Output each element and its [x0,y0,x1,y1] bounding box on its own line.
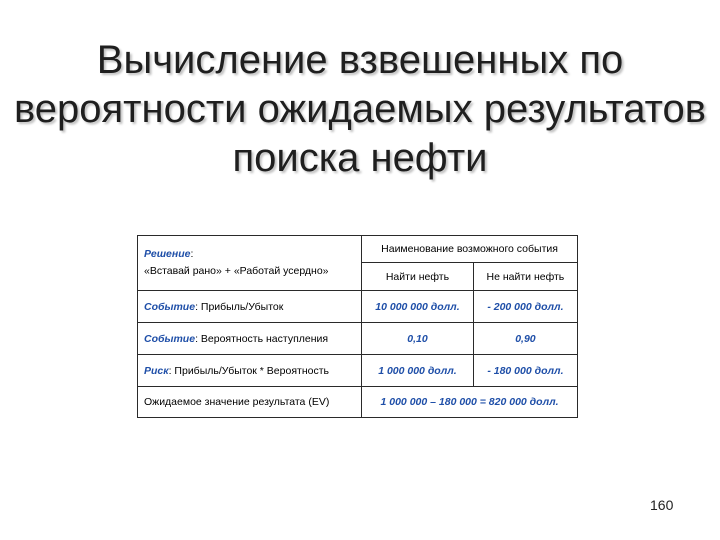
title-line-1: Вычисление взвешенных по [96,38,624,82]
table-header-row [138,236,578,263]
row-label [138,355,362,387]
page-number: 160 [650,497,674,513]
value-no-oil: - 180 000 долл. [473,355,577,387]
solution-label: Решение [144,248,191,260]
row-label-rest: : Вероятность наступления [195,332,329,345]
table-row [138,355,578,387]
row-label-prefix: Риск [144,364,169,377]
row-label [138,323,362,355]
solution-text: «Вставай рано» + «Работай усердно» [144,265,329,277]
row-label-rest: : Прибыль/Убыток [195,300,284,313]
value-find-oil: 0,10 [362,323,474,355]
row-label-prefix: Событие [144,300,196,313]
row-label [138,291,362,323]
table-row [138,323,578,355]
value-find-oil: 1 000 000 долл. [362,355,474,387]
col-header-no-oil: Не найти нефть [473,263,577,291]
ev-label: Ожидаемое значение результата (EV) [138,387,362,418]
value-no-oil: 0,90 [473,323,577,355]
slide-title [0,36,720,183]
solution-colon: : [190,248,194,260]
expected-value-table [137,235,578,418]
solution-cell [138,236,362,291]
value-no-oil: - 200 000 долл. [473,291,577,323]
row-label-rest: : Прибыль/Убыток * Вероятность [168,364,329,377]
title-line-3: поиска нефти [232,136,488,180]
table-row [138,387,578,418]
header-group-cell: Наименование возможного события [362,236,578,263]
row-label-prefix: Событие [144,332,196,345]
ev-value: 1 000 000 – 180 000 = 820 000 долл. [362,387,578,418]
title-line-2: вероятности ожидаемых результатов [13,87,706,131]
value-find-oil: 10 000 000 долл. [362,291,474,323]
col-header-find-oil: Найти нефть [362,263,474,291]
table-row [138,291,578,323]
